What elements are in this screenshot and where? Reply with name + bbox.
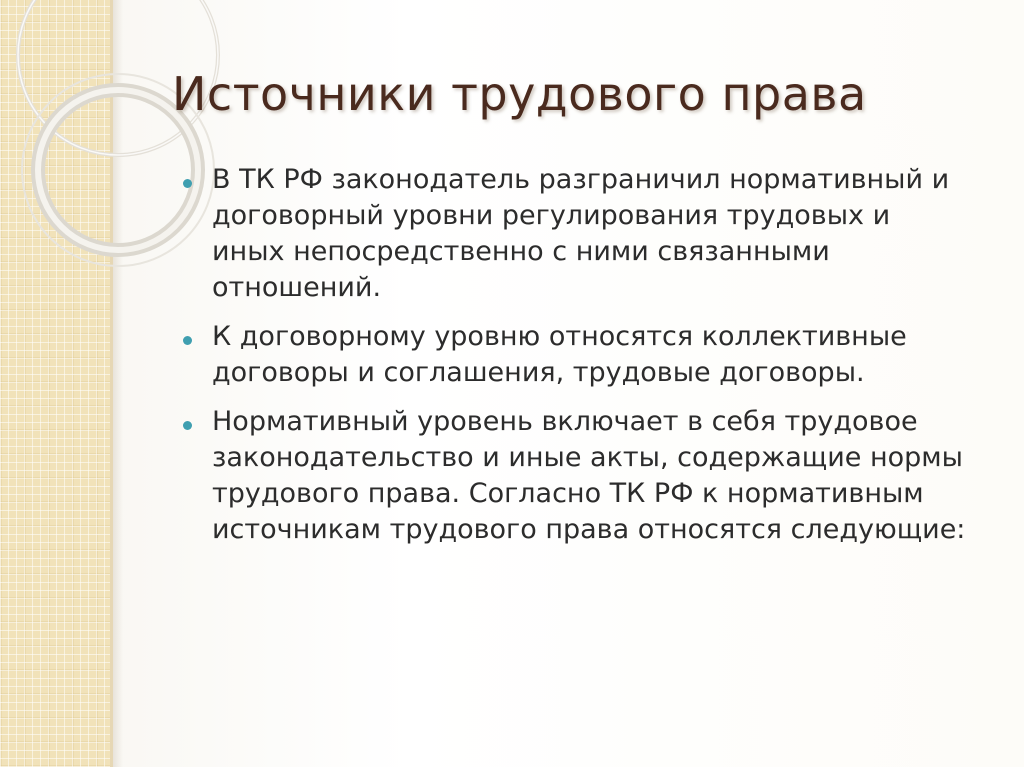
bullet-text: К договорному уровню относятся коллективные договоры и соглашения, трудовые договоры. <box>212 321 907 388</box>
bullet-marker-icon <box>183 421 192 430</box>
decorative-side-band <box>0 0 110 767</box>
bullet-item <box>180 319 970 391</box>
bullet-item <box>180 162 970 306</box>
bullet-item <box>180 404 970 548</box>
bullet-text: В ТК РФ законодатель разграничил нормативный и договорный уровни регулирования трудовых и иных непосредственно с ними связанными отношений. <box>212 164 950 303</box>
slide-title: Источники трудового права <box>172 67 867 121</box>
bullet-marker-icon <box>183 179 192 188</box>
side-band-shadow <box>113 0 123 767</box>
bullet-marker-icon <box>183 336 192 345</box>
bullet-list <box>180 162 970 561</box>
bullet-text: Нормативный уровень включает в себя трудовое законодательство и иные акты, содержащие нормы трудового права. Согласно ТК РФ к нормативным источникам трудового права относятся следующие: <box>212 406 966 545</box>
